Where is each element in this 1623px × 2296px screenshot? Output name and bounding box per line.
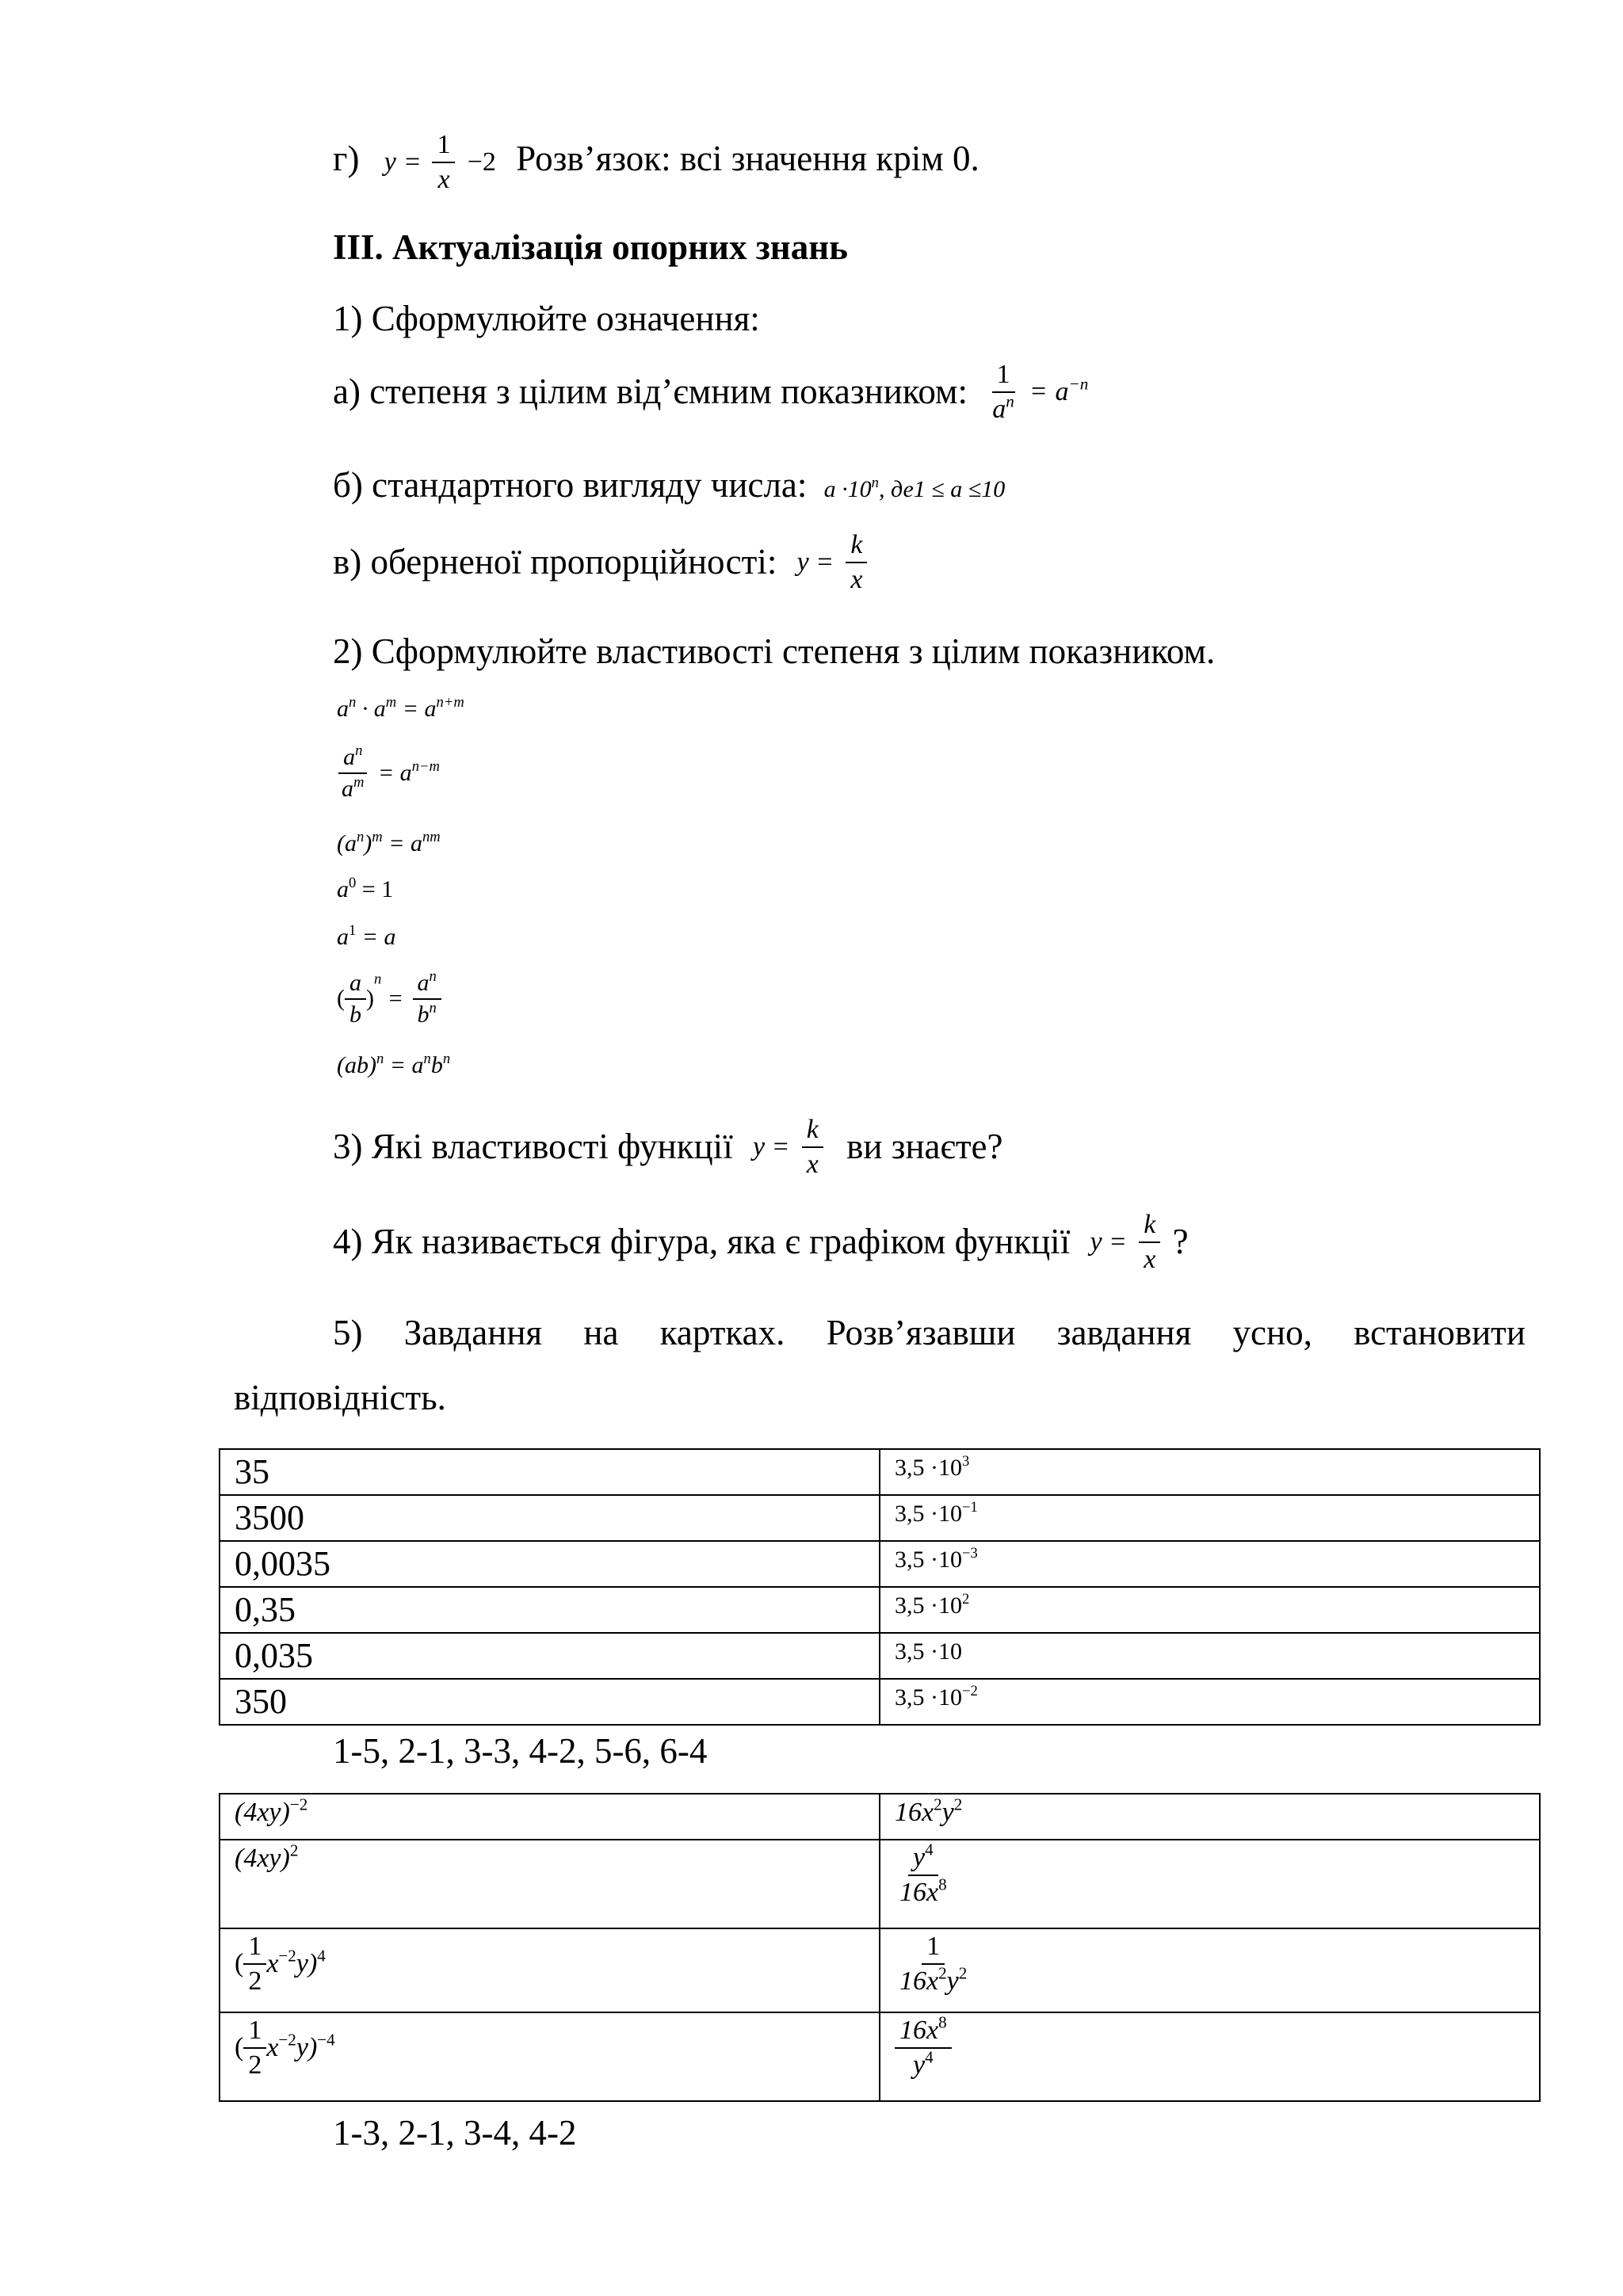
item-g-tail: −2	[467, 147, 496, 177]
q5-line2: відповідність.	[234, 1378, 446, 1417]
table-cell-right	[880, 1449, 1540, 1495]
q2-p2-num-base: a	[343, 744, 356, 770]
q1-a-den	[987, 393, 1019, 424]
q1-a-text: а) степеня з цілим від’ємним показником:	[333, 372, 968, 412]
q1-text: 1) Сформулюйте означення:	[333, 299, 760, 338]
table2-answer: 1-3, 2-1, 3-4, 4-2	[333, 2113, 577, 2153]
table-cell-right	[880, 1541, 1540, 1587]
r3-left-fraction	[243, 1932, 266, 1995]
q2-p3-exp: nm	[422, 828, 441, 845]
r2-left: (4xy)	[235, 1844, 290, 1873]
table-cell-right	[880, 1928, 1540, 2012]
q2-p6-num: a	[345, 971, 366, 1000]
table-cell-right-exp: −2	[962, 1682, 978, 1699]
item-g-den: x	[437, 164, 450, 194]
r3-right-fraction	[895, 1932, 972, 1995]
q1-v-den: x	[850, 564, 863, 594]
q2-p6-rden-exp: n	[429, 999, 437, 1016]
q1-a-rhs	[1055, 374, 1089, 406]
q4	[333, 1211, 1189, 1273]
q2-p3-n: n	[357, 828, 365, 845]
q1-b-formula-cond: , де1 ≤ a ≤10	[878, 476, 1006, 502]
q4-fraction	[1139, 1211, 1160, 1273]
q1-a	[333, 360, 1088, 423]
q3-before: 3) Які властивості функції	[333, 1127, 733, 1167]
table-cell-right	[880, 1633, 1540, 1679]
r4-rden-base: y	[913, 2050, 926, 2080]
q4-num: k	[1139, 1211, 1160, 1243]
q2-p1-a: a	[337, 696, 349, 722]
table-cell-right-base: 3,5 ·10	[895, 1684, 962, 1711]
table-cell-left	[220, 1794, 880, 1840]
r2-den-exp: 8	[938, 1875, 947, 1894]
table-cell-right-base: 3,5 ·10	[895, 1547, 962, 1573]
r3-exp: 4	[317, 1946, 326, 1965]
q2-text: 2) Сформулюйте властивості степеня з цілим показником.	[333, 631, 1216, 671]
table-cell-right	[880, 1840, 1540, 1928]
q5-word: 5)	[333, 1313, 363, 1352]
r1-right: 16x	[895, 1798, 934, 1827]
r3-num: 1	[243, 1932, 266, 1965]
table-cell-right	[880, 1679, 1540, 1725]
q2-p2-exp: n−m	[411, 757, 440, 775]
q2-p2-fraction	[337, 742, 369, 802]
item-g-label: г)	[333, 139, 360, 179]
table-cell-right	[880, 1587, 1540, 1633]
q5-word: завдання	[1056, 1313, 1192, 1352]
r4-num: 1	[243, 2016, 266, 2049]
table1-answer: 1-5, 2-1, 3-3, 4-2, 5-6, 6-4	[333, 1731, 708, 1771]
q2-p3-m: m	[372, 828, 383, 845]
r3-y: y)	[296, 1948, 318, 1978]
q3	[333, 1116, 1002, 1178]
r3-x: x	[266, 1948, 279, 1978]
r1-right-e2: 2	[953, 1794, 963, 1814]
table-cell-left: 350	[220, 1679, 880, 1725]
q2-p2-num-exp: n	[355, 742, 363, 759]
table-row	[220, 1541, 1540, 1587]
q5-word: картках.	[659, 1313, 785, 1352]
q1-a-den-base: a	[992, 394, 1006, 424]
table-cell-left	[220, 2012, 880, 2101]
table-cell-left: 0,0035	[220, 1541, 880, 1587]
r4-rnum	[895, 2012, 952, 2049]
q3-lhs: y =	[752, 1131, 790, 1161]
r4-left-fraction	[243, 2016, 266, 2079]
table-cell-left	[220, 1840, 880, 1928]
r4-rden	[908, 2049, 938, 2080]
table-cell-left: 35	[220, 1449, 880, 1495]
q2-p2-eq: = a	[377, 759, 412, 786]
q5-line1	[333, 1315, 1526, 1351]
r3-xexp: −2	[278, 1946, 296, 1965]
r4-right-fraction	[895, 2012, 952, 2080]
q2-p1-eq: = a	[396, 696, 437, 722]
q2-p2-den-exp: m	[353, 773, 365, 791]
q3-fraction	[802, 1116, 823, 1178]
q2-p7-n: n	[376, 1050, 384, 1067]
table-cell-right-exp: 2	[962, 1590, 970, 1608]
q1-v-num: k	[846, 531, 867, 563]
q2-prop-5	[337, 921, 396, 950]
q2-p6-rnum	[413, 967, 441, 1000]
table-cell-right-exp: −3	[962, 1544, 978, 1562]
q5-word: Завдання	[403, 1313, 543, 1352]
q2-p6-rden-base: b	[417, 1001, 430, 1028]
r3-rden-e1: 2	[938, 1963, 947, 1982]
q2-p6-den: b	[349, 1001, 361, 1028]
q1-v-text: в) оберненої пропорційності:	[333, 542, 777, 582]
q2-p6-n: n	[374, 971, 382, 988]
q2-prop-6	[337, 967, 445, 1028]
q1-a-eq: =	[1031, 376, 1047, 406]
q2-p6-open: (	[337, 985, 345, 1012]
r4-y: y)	[296, 2032, 318, 2062]
q2-p4-rhs: = 1	[356, 876, 394, 902]
r1-right-y: y	[941, 1798, 954, 1827]
q2-p5-a: a	[337, 924, 349, 950]
q2-p1-exp: n+m	[436, 693, 464, 711]
q2-p6-close: )	[366, 985, 374, 1012]
r3-open: (	[235, 1948, 244, 1978]
r3-rnum: 1	[922, 1932, 945, 1965]
table-scientific-notation	[219, 1448, 1541, 1726]
table-row	[220, 1449, 1540, 1495]
table-cell-right	[880, 1794, 1540, 1840]
q5-word: Розв’язавши	[826, 1313, 1016, 1352]
q1-v	[333, 531, 870, 593]
r3-rden-y: y	[946, 1966, 959, 1996]
q2-p7-b: b	[430, 1052, 443, 1078]
r1-right-e1: 2	[934, 1794, 942, 1814]
q2-prop-4	[337, 874, 394, 902]
q2-p6-rnum-base: a	[417, 970, 430, 996]
r4-exp: −4	[317, 2030, 335, 2049]
item-g-answer: Розв’язок: всі значення крім 0.	[516, 139, 980, 179]
q1-b-formula-base: a ·10	[823, 476, 872, 502]
q5-word: усно,	[1232, 1313, 1312, 1352]
q2-p5-exp: 1	[349, 921, 357, 939]
table-row	[220, 1587, 1540, 1633]
q2-p6-eq: =	[381, 985, 404, 1012]
q2-p6-fraction	[345, 971, 366, 1027]
q2-p1-n: n	[349, 693, 357, 711]
q1-a-fraction	[987, 360, 1019, 423]
q2-prop-7	[337, 1050, 451, 1078]
table-row	[220, 1633, 1540, 1679]
r4-xexp: −2	[278, 2030, 296, 2049]
q2-prop-1	[337, 693, 464, 722]
q1-v-lhs: y =	[796, 547, 834, 577]
r2-den	[895, 1876, 952, 1907]
q2-p2-den	[337, 774, 369, 802]
r1-left: (4xy)	[235, 1798, 290, 1827]
r2-num	[908, 1840, 938, 1876]
item-g-y: y	[384, 147, 396, 177]
table-row	[220, 2012, 1540, 2101]
r2-num-exp: 4	[925, 1840, 934, 1859]
r4-x: x	[266, 2032, 279, 2062]
q2-p4-exp: 0	[349, 874, 357, 891]
table-row	[220, 1840, 1540, 1928]
r2-left-exp: 2	[289, 1840, 299, 1860]
table-cell-right-exp: 3	[962, 1452, 970, 1470]
q4-lhs: y =	[1090, 1226, 1127, 1257]
q3-after: ви знаєте?	[846, 1127, 1003, 1167]
item-g-num: 1	[432, 131, 455, 163]
item-g-eq: =	[405, 147, 421, 177]
r2-den-base: 16x	[899, 1877, 939, 1907]
q2-p7-lhs: (ab)	[337, 1052, 376, 1078]
q2-p5-rhs: = a	[356, 924, 396, 950]
item-g	[333, 131, 980, 193]
q1-a-rhs-base: a	[1055, 376, 1069, 406]
table-cell-right-base: 3,5 ·10	[895, 1501, 962, 1527]
q2-p2-num	[338, 742, 367, 774]
r1-left-exp: −2	[289, 1794, 308, 1814]
table-cell-right-base: 3,5 ·10	[895, 1455, 962, 1481]
table-expressions	[219, 1793, 1541, 2102]
table-cell-right-base: 3,5 ·10	[895, 1592, 962, 1619]
q2-p7-eq: = a	[384, 1052, 424, 1078]
table-cell-left: 3500	[220, 1495, 880, 1541]
q1-b-text: б) стандартного вигляду числа:	[333, 465, 808, 505]
q1-v-fraction	[846, 531, 867, 593]
q2-p6-rnum-exp: n	[429, 967, 437, 985]
r3-rden-base: 16x	[899, 1966, 939, 1996]
table-cell-right-exp: −1	[962, 1498, 978, 1516]
q3-den: x	[806, 1149, 819, 1179]
table-row	[220, 1679, 1540, 1725]
table-cell-right	[880, 1495, 1540, 1541]
q2-prop-3	[337, 828, 441, 856]
q2-p3-eq: = a	[382, 830, 422, 856]
q2-p6-rden	[413, 1000, 441, 1028]
r4-rden-exp: 4	[925, 2047, 934, 2066]
q4-den: x	[1144, 1244, 1156, 1274]
q1-b-formula-exp: n	[871, 474, 879, 491]
table-cell-right-base: 3,5 ·10	[895, 1638, 962, 1665]
table-row	[220, 1495, 1540, 1541]
q5-word: на	[583, 1313, 619, 1352]
item-g-fraction	[432, 131, 455, 193]
q1-a-rhs-exp: −n	[1068, 374, 1089, 393]
q2-p1-m: m	[385, 693, 397, 711]
q2-p3-close: )	[364, 830, 372, 856]
q4-after: ?	[1172, 1222, 1189, 1262]
q2-p7-n2: n	[423, 1050, 431, 1067]
table-row	[220, 1928, 1540, 2012]
r3-rden	[895, 1965, 972, 1996]
q1-b-formula	[824, 476, 1006, 502]
q2-prop-2	[337, 742, 440, 802]
table-cell-left	[220, 1928, 880, 2012]
table-cell-left: 0,35	[220, 1587, 880, 1633]
r4-open: (	[235, 2032, 244, 2062]
r3-den: 2	[248, 1966, 262, 1996]
q2-p4-a: a	[337, 876, 349, 902]
table-cell-right	[880, 2012, 1540, 2101]
section-heading: III. Актуалізація опорних знань	[333, 227, 848, 267]
q4-before: 4) Як називається фігура, яка є графіком функції	[333, 1222, 1071, 1262]
r4-rnum-base: 16x	[899, 2016, 939, 2045]
table-row	[220, 1794, 1540, 1840]
r2-num-base: y	[913, 1843, 926, 1872]
r4-rnum-exp: 8	[938, 2012, 947, 2032]
table-cell-left: 0,035	[220, 1633, 880, 1679]
q1-b	[333, 467, 1005, 503]
r4-den: 2	[248, 2050, 262, 2080]
q1-a-num: 1	[992, 360, 1015, 393]
q2-p3-open: (a	[337, 830, 357, 856]
q2-p7-n3: n	[442, 1050, 451, 1067]
r3-rden-e2: 2	[958, 1963, 968, 1982]
q2-p2-den-base: a	[342, 775, 353, 802]
q3-num: k	[802, 1116, 823, 1148]
r2-right-fraction	[895, 1840, 952, 1907]
q5-word: встановити	[1354, 1313, 1526, 1352]
q2-p1-dot: · a	[356, 696, 386, 722]
q1-a-den-exp: n	[1006, 391, 1014, 410]
q2-p6-rhs-fraction	[413, 967, 441, 1028]
